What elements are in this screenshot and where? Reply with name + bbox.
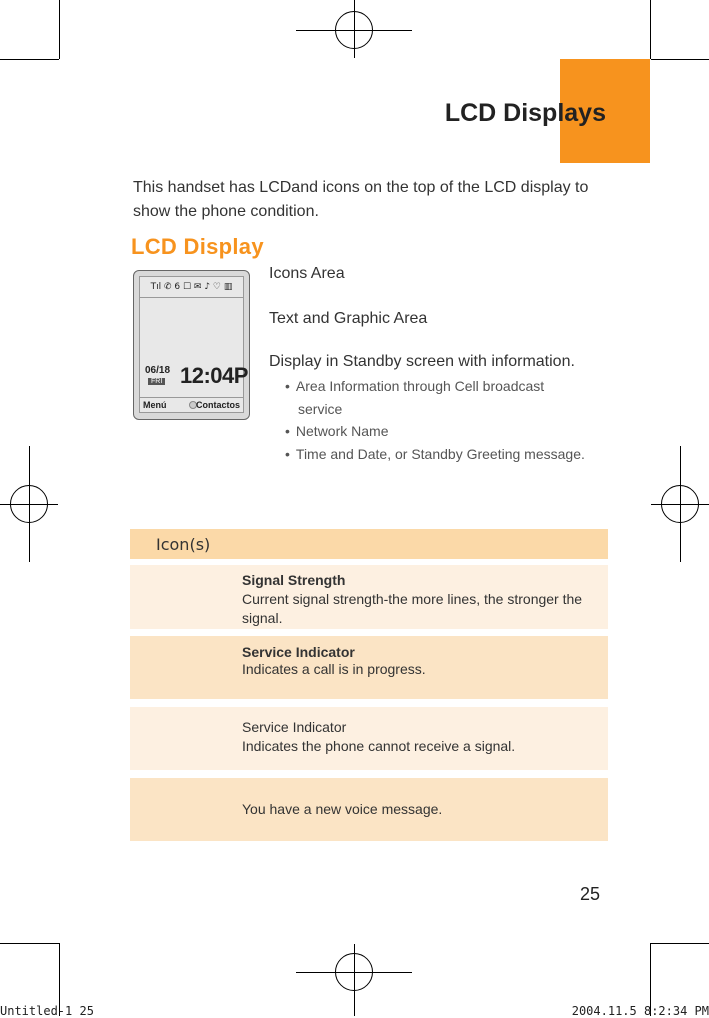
right-softkey-label: Contactos <box>195 400 240 410</box>
status-icons-bar: Tıl ✆ 6 ☐ ✉ ♪ ♡ ▥ <box>140 277 243 298</box>
table-row <box>130 565 608 629</box>
table-row <box>130 636 608 699</box>
row-description: Indicates a call is in progress. <box>242 661 426 677</box>
table-row <box>130 707 608 770</box>
lcd-screen <box>139 276 248 413</box>
registration-circle <box>661 485 699 523</box>
standby-day: FRI <box>148 378 165 385</box>
crop-mark <box>0 59 59 60</box>
section-heading: LCD Display <box>131 234 264 259</box>
row-description: Current signal strength-the more lines, the stronger the signal. <box>242 591 583 626</box>
table-row <box>130 778 608 841</box>
crop-mark <box>0 943 59 944</box>
row-title: Signal Strength <box>242 572 346 588</box>
registration-circle <box>335 953 373 991</box>
standby-date: 06/18 <box>145 365 171 376</box>
row-title: Service Indicator <box>242 644 355 660</box>
bullet-item-continued: service <box>298 401 343 417</box>
print-slug-right: 2004.11.5 8:2:34 PM <box>571 1004 709 1018</box>
crop-mark <box>651 943 709 944</box>
row-description: Indicates the phone cannot receive a signal. <box>242 738 516 754</box>
icons-area-label: Icons Area <box>269 265 345 282</box>
row-title: Service Indicator <box>242 719 347 735</box>
intro-paragraph: This handset has LCDand icons on the top of the LCD display to show the phone condition. <box>133 179 589 220</box>
left-softkey-label: Menú <box>143 400 167 410</box>
crop-mark <box>650 0 651 59</box>
row-description: You have a new voice message. <box>242 801 443 817</box>
text-graphic-area-label: Text and Graphic Area <box>269 310 428 327</box>
registration-circle <box>10 485 48 523</box>
print-slug-left: Untitled-1 25 <box>0 1004 94 1018</box>
icon-table-header-label: Icon(s) <box>156 535 211 554</box>
page-title: LCD Displays <box>444 99 606 127</box>
registration-circle <box>335 11 373 49</box>
icon-table-header <box>130 529 608 559</box>
standby-time: 12:04P <box>180 363 248 388</box>
page-number: 25 <box>580 884 601 904</box>
bullet-item: • Network Name <box>285 423 389 439</box>
standby-label: Display in Standby screen with information. <box>269 353 575 370</box>
phone-lcd-illustration <box>133 270 250 420</box>
crop-mark <box>59 0 60 59</box>
crop-mark <box>651 59 709 60</box>
bullet-item: • Time and Date, or Standby Greeting message. <box>285 446 585 462</box>
bullet-item: • Area Information through Cell broadcast <box>285 378 544 394</box>
softkey-bar <box>140 397 243 413</box>
